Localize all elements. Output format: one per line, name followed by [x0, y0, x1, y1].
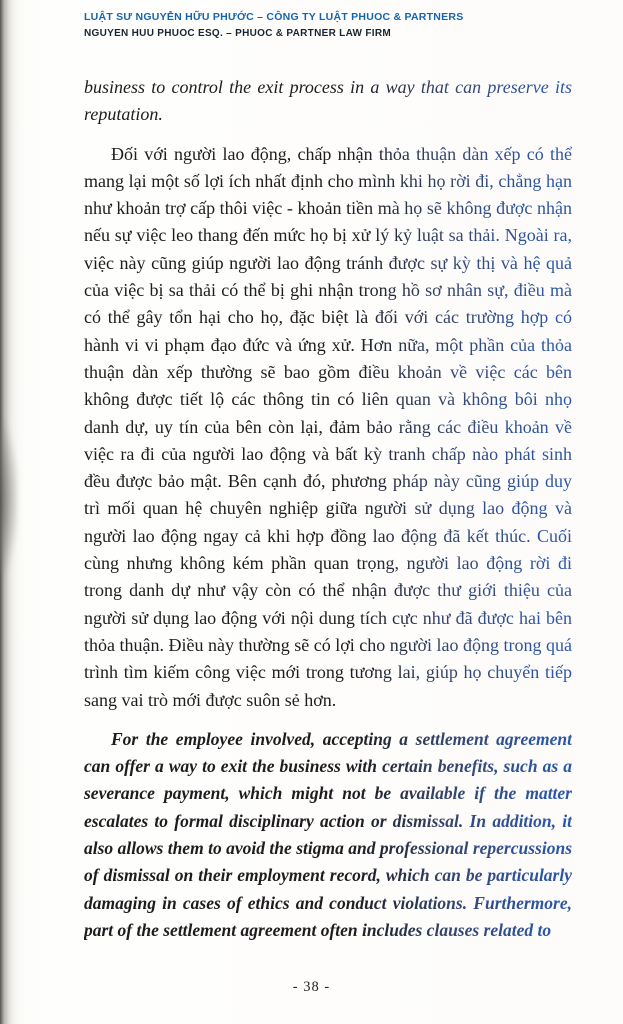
page-number: - 38 - — [292, 979, 331, 995]
page-header — [84, 12, 463, 39]
scan-smudge-shadow — [0, 418, 18, 578]
page-footer — [0, 978, 623, 996]
page-body — [84, 74, 572, 956]
paragraph-vietnamese-main: Đối với người lao động, chấp nhận thỏa thuận dàn xếp có thể mang lại một số lợi ích nhất định cho mình khi họ rời đi, chẳng hạn như khoản trợ cấp thôi việc - khoản tiền mà họ sẽ không được nhận nếu sự việc leo thang đến mức họ bị xử lý kỷ luật sa thải. Ngoài ra, việc này cũng giúp người lao động tránh được sự kỳ thị và hệ quả của việc bị sa thải có thể bị ghi nhận trong hồ sơ nhân sự, điều mà có thể gây tổn hại cho họ, đặc biệt là đối với các trường hợp có hành vi vi phạm đạo đức và ứng xử. Hơn nữa, một phần của thỏa thuận dàn xếp thường sẽ bao gồm điều khoản về việc các bên không được tiết lộ các thông tin có liên quan và không bôi nhọ danh dự, uy tín của bên còn lại, đảm bảo rằng các điều khoản về việc ra đi của người lao động và bất kỳ tranh chấp nào phát sinh đều được bảo mật. Bên cạnh đó, phương pháp này cũng giúp duy trì mối quan hệ chuyên nghiệp giữa người sử dụng lao động và người lao động ngay cả khi hợp đồng lao động đã kết thúc. Cuối cùng nhưng không kém phần quan trọng, người lao động rời đi trong danh dự như vậy còn có thể nhận được thư giới thiệu của người sử dụng lao động với nội dung tích cực như đã được hai bên thỏa thuận. Điều này thường sẽ có lợi cho người lao động trong quá trình tìm kiếm công việc mới trong tương lai, giúp họ chuyển tiếp sang vai trò mới được suôn sẻ hơn. — [84, 141, 572, 714]
header-line-english: NGUYEN HUU PHUOC ESQ. – PHUOC & PARTNER LAW FIRM — [84, 27, 392, 39]
header-line-vietnamese: LUẬT SƯ NGUYỄN HỮU PHƯỚC – CÔNG TY LUẬT PHUOC & PARTNERS — [84, 11, 464, 23]
page-spine-shadow — [0, 0, 18, 1024]
paragraph-english-translation: For the employee involved, accepting a settlement agreement can offer a way to exit the business with certain benefits, such as a severance payment, which might not be available if the matter escalates to formal disciplinary action or dismissal. In addition, it also allows them to avoid the stigma and professional repercussions of dismissal on their employment record, which can be particularly damaging in cases of ethics and conduct violations. Furthermore, part of the settlement agreement often includes clauses related to — [84, 726, 572, 944]
paragraph-english-continuation: business to control the exit process in a way that can preserve its reputation. — [84, 74, 572, 129]
